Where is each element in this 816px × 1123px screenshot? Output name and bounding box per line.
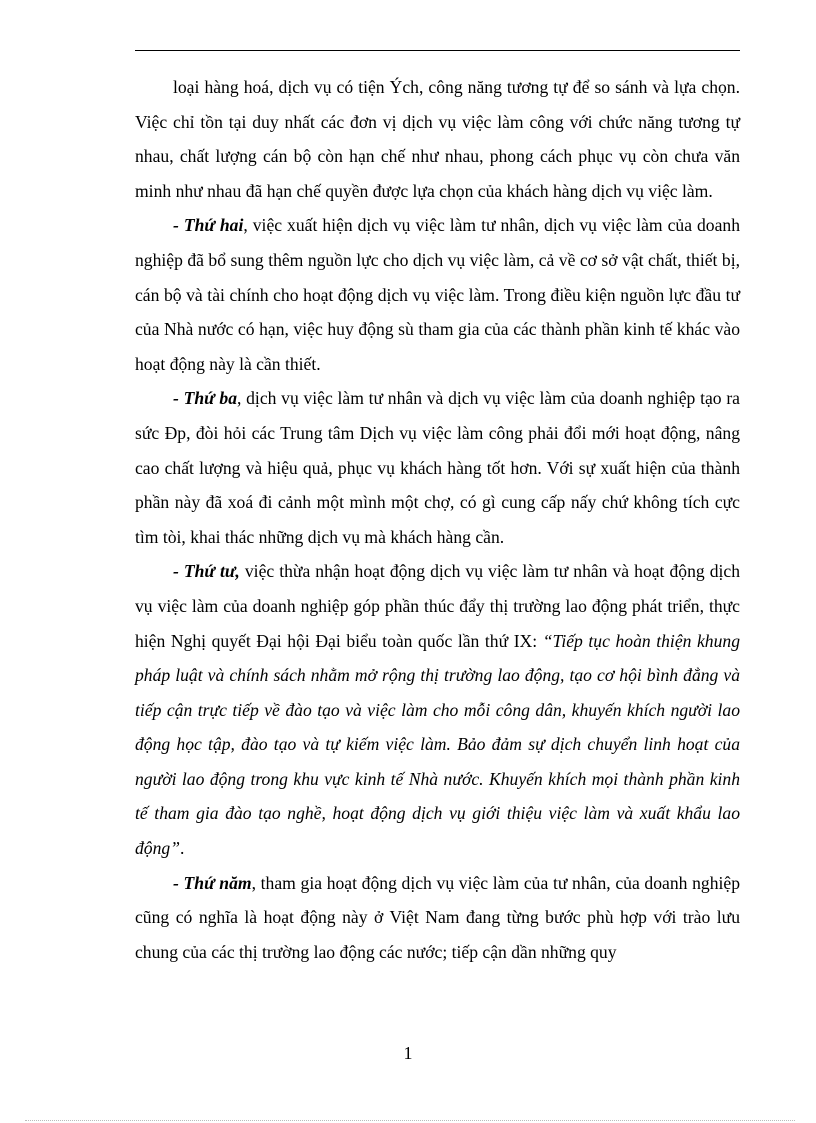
- paragraph-text: , dịch vụ việc làm tư nhân và dịch vụ việc làm của doanh nghiệp tạo ra sức Ðp, đòi hỏi các Trung tâm Dịch vụ việc làm công phải đổi mới hoạt động, nâng cao chất lượng và hiệu quả, phục vụ khách hàng tốt hơn. Với sự xuất hiện của thành phần này đã xoá đi cảnh một mình một chợ, có gì cung cấp nấy chứ không tích cực tìm tòi, khai thác những dịch vụ mà khách hàng cần.: [135, 388, 740, 547]
- paragraph-fourth-point: [135, 554, 740, 865]
- point-label-fifth: - Thứ năm: [173, 872, 252, 893]
- page-bottom-border: [25, 1120, 795, 1121]
- paragraph-third-point: [135, 381, 740, 554]
- paragraph-continuation: loại hàng hoá, dịch vụ có tiện Ých, công năng tương tự để so sánh và lựa chọn. Việc chỉ tồn tại duy nhất các đơn vị dịch vụ việc làm công với chức năng tương tự nhau, chất lượng cán bộ còn hạn chế như nhau, phong cách phục vụ còn chưa văn minh như nhau đã hạn chế quyền được lựa chọn của khách hàng dịch vụ việc làm.: [135, 77, 740, 201]
- paragraph-text: , việc xuất hiện dịch vụ việc làm tư nhân, dịch vụ việc làm của doanh nghiệp đã bổ sung thêm nguồn lực cho dịch vụ việc làm, cả về cơ sở vật chất, thiết bị, cán bộ và tài chính cho hoạt động dịch vụ việc làm. Trong điều kiện nguồn lực đầu tư của Nhà nước có hạn, việc huy động sù tham gia của các thành phần kinh tế khác vào hoạt động này là cần thiết.: [135, 215, 740, 374]
- header-rule: [135, 50, 740, 51]
- paragraph-text: việc thừa nhận hoạt động dịch vụ việc làm tư nhân và hoạt động dịch vụ việc làm của doanh nghiệp góp phần thúc đẩy thị trường lao động phát triển, thực hiện Nghị quyết Đại hội Đại biểu toàn quốc lần thứ IX:: [135, 561, 740, 651]
- document-body: [135, 70, 740, 969]
- paragraph-fifth-point: [135, 866, 740, 970]
- page-number: 1: [403, 1043, 413, 1063]
- point-label-fourth: - Thứ tư,: [173, 561, 240, 582]
- point-label-second: - Thứ hai: [173, 215, 244, 236]
- paragraph-text: , tham gia hoạt động dịch vụ việc làm của tư nhân, của doanh nghiệp cũng có nghĩa là hoạt động này ở Việt Nam đang từng bước phù hợp với trào lưu chung của các thị trường lao động các nước; tiếp cận dần những quy: [135, 872, 740, 962]
- point-label-third: - Thứ ba: [173, 388, 237, 409]
- paragraph-end: .: [179, 838, 185, 859]
- paragraph-second-point: [135, 208, 740, 381]
- resolution-quote: “Tiếp tục hoàn thiện khung pháp luật và chính sách nhằm mở rộng thị trường lao động, tạo cơ hội bình đẳng và tiếp cận trực tiếp về đào tạo và việc làm cho mỗi công dân, khuyến khích người lao động học tập, đào tạo và tự kiếm việc làm. Bảo đảm sự dịch chuyển linh hoạt của người lao động trong khu vực kinh tế Nhà nước. Khuyến khích mọi thành phần kinh tế tham gia đào tạo nghề, hoạt động dịch vụ giới thiệu việc làm và xuất khẩu lao động”: [135, 630, 740, 859]
